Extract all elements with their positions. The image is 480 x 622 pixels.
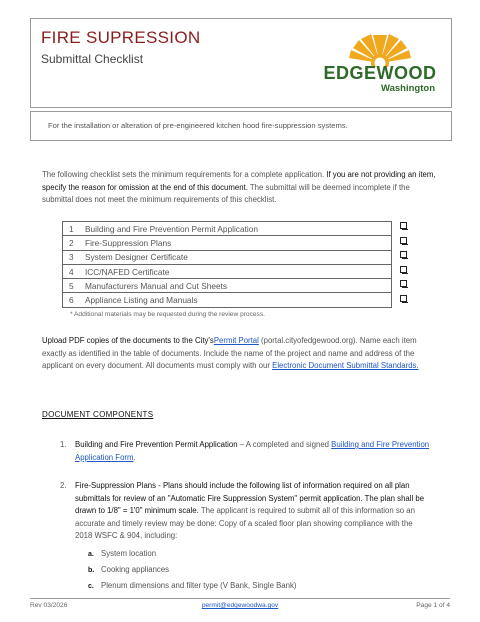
permit-portal-link[interactable]: Permit Portal <box>213 336 259 345</box>
checkbox-1[interactable] <box>400 222 407 229</box>
row-label: Building and Fire Prevention Permit Application <box>85 223 258 234</box>
intro-box <box>30 111 452 141</box>
document-subtitle: Submittal Checklist <box>41 52 144 66</box>
table-cell <box>63 264 392 278</box>
subitem-b <box>88 565 169 574</box>
subitem-text: System location <box>101 549 157 558</box>
table-cell <box>63 236 392 250</box>
item-end: . <box>133 452 136 462</box>
checkbox-6[interactable] <box>400 295 407 302</box>
subitem-text: Cooking appliances <box>101 565 170 574</box>
checkbox-5[interactable] <box>400 280 407 287</box>
table-row <box>63 293 392 307</box>
section-heading: DOCUMENT COMPONENTS <box>42 410 154 419</box>
row-label: Manufacturers Manual and Cut Sheets <box>85 280 228 291</box>
table-row <box>63 236 392 250</box>
item-text: – A completed and signed <box>237 440 332 449</box>
overview-part3: The submittal will be deemed incomplete if the submittal does not meet the minimum requirements of this checklist. <box>42 182 410 205</box>
subitem-letter: a. <box>88 551 94 558</box>
item-text-a: - Plans should include the following list of information required on all plan submittals for review of an "Automatic Fire Suppression System" permit application. The plan shall be drawn to 1/8" = 1'0" minimum scale. <box>75 481 425 516</box>
row-number: 2 <box>69 237 74 248</box>
edgewood-logo <box>321 27 439 99</box>
overview-part1: The following checklist sets the minimum requirements for a complete application. <box>42 170 325 179</box>
subitem-text: Plenum dimensions and filter type (V Bank, Single Bank) <box>101 581 297 590</box>
document-title: FIRE SUPRESSION <box>41 28 201 47</box>
table-cell <box>63 293 392 307</box>
table-cell <box>63 250 392 264</box>
table-row <box>63 250 392 264</box>
component-item-1 <box>60 439 432 464</box>
page-number: Page 1 of 4 <box>416 602 450 609</box>
subitem-a <box>88 549 156 558</box>
subitem-letter: b. <box>88 567 95 574</box>
email-link[interactable]: permit@edgewoodwa.gov <box>201 602 279 609</box>
row-number: 5 <box>69 280 74 291</box>
checklist-table <box>62 221 392 308</box>
item-text-b: The applicant is required to submit all of this information so an accurate and timely review may be done: Copy of a scaled floor plan showing compliance with the 2018 WSFC & 904, including: <box>75 506 415 541</box>
table-cell <box>63 279 392 293</box>
item-title: Building and Fire Prevention Permit Application <box>75 440 238 449</box>
component-item-2 <box>60 480 432 543</box>
table-row <box>63 279 392 293</box>
upload-part1: Upload PDF copies of the documents to the City's <box>42 336 214 345</box>
row-number: 3 <box>69 252 74 263</box>
application-form-link[interactable]: Building and Fire Prevention Application Form <box>75 440 430 462</box>
row-label: System Designer Certificate <box>85 252 188 263</box>
overview-paragraph <box>42 169 438 207</box>
subitem-letter: c. <box>88 583 94 590</box>
item-number: 1. <box>60 440 67 449</box>
row-number: 6 <box>69 295 74 306</box>
row-number: 4 <box>69 266 74 277</box>
table-row <box>63 264 392 278</box>
row-label: Appliance Listing and Manuals <box>85 295 198 306</box>
revision-date: Rev 03/2026 <box>30 602 68 609</box>
footer <box>30 598 450 609</box>
logo-wordmark: EDGEWOOD <box>323 63 437 83</box>
item-title: Fire-Suppression Plans <box>75 481 157 490</box>
intro-text: For the installation or alteration of pre-engineered kitchen hood fire-suppression systems. <box>48 121 348 130</box>
subitem-c <box>88 581 296 590</box>
checkbox-2[interactable] <box>400 237 407 244</box>
logo-subtext: Washington <box>381 83 435 94</box>
upload-part2: (portal.cityofedgewood.org). Name each item exactly as identified in the table of documents. Include the name of the project and name and address of the applicant on every document. All documents must comply with our <box>42 336 417 371</box>
row-number: 1 <box>69 223 74 234</box>
item-number: 2. <box>60 481 67 490</box>
row-label: Fire-Suppression Plans <box>85 237 172 248</box>
checkbox-3[interactable] <box>400 251 407 258</box>
checklist-note: * Additional materials may be requested during the review process. <box>70 311 265 318</box>
table-cell <box>63 222 392 236</box>
checkbox-4[interactable] <box>400 266 407 273</box>
table-row <box>63 222 392 236</box>
submittal-standards-link[interactable]: Electronic Document Submittal Standards. <box>272 361 419 371</box>
sun-logo-icon <box>321 27 439 67</box>
overview-part2: If you are not providing an item, specify the reason for omission at the end of this document. <box>42 170 436 192</box>
footer-center <box>30 602 450 609</box>
header-box <box>30 18 452 108</box>
row-label: ICC/NAFED Certificate <box>85 266 170 277</box>
upload-paragraph <box>42 335 438 373</box>
checkbox-column <box>400 222 410 310</box>
